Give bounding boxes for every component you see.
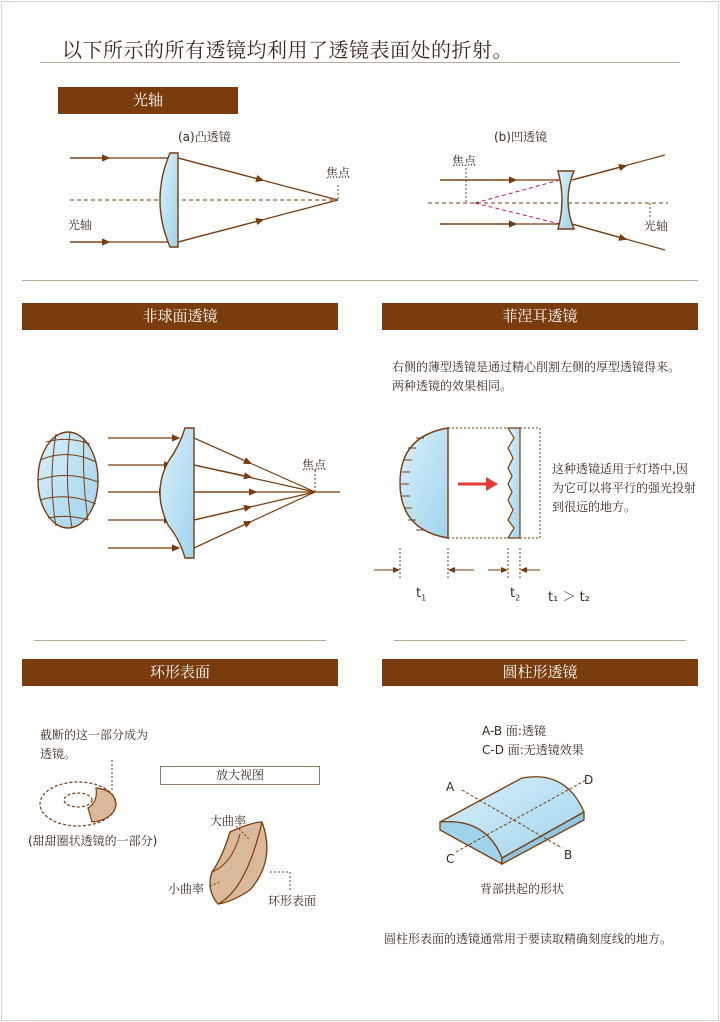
cylindrical-footer: 圆柱形表面的透镜通常用于要读取精确刻度线的地方。 <box>384 932 673 946</box>
page-title: 以下所示的所有透镜均利用了透镜表面处的折射。 <box>62 38 513 62</box>
concave-caption: (b)凹透镜 <box>494 130 547 144</box>
fresnel-side-line2: 为它可以将平行的强光投射 <box>552 481 697 495</box>
fresnel-side-line3: 到很远的地方。 <box>552 500 637 514</box>
small-curvature-label: 小曲率 <box>168 882 205 896</box>
cylindrical-lens-top <box>440 777 584 858</box>
fresnel-side-line1: 这种透镜适用于灯塔中,因 <box>552 462 688 476</box>
header-aspheric: 非球面透镜 <box>22 303 338 330</box>
cyl-label-d: D <box>584 773 594 787</box>
zoom-view-label: 放大视图 <box>160 766 320 785</box>
toroidal-surface-label: 环形表面 <box>268 894 317 908</box>
fresnel-desc-line1: 右侧的薄型透镜是通过精心削割左侧的厚型透镜得来。 <box>392 360 681 374</box>
concave-focus-label: 焦点 <box>452 154 477 168</box>
t1-sub: 1 <box>421 593 427 603</box>
cylindrical-caption: 背部拱起的形状 <box>480 882 565 896</box>
cyl-label-c: C <box>446 852 455 866</box>
t1-letter: t <box>416 586 422 601</box>
header-cylindrical: 圆柱形透镜 <box>382 659 698 686</box>
convex-caption: (a)凸透镜 <box>178 130 231 144</box>
large-curvature-label: 大曲率 <box>210 814 247 828</box>
concave-axis-label: 光轴 <box>644 219 669 233</box>
convex-focus-label: 焦点 <box>326 166 351 180</box>
toroidal-cut-line2: 透镜。 <box>40 747 77 761</box>
t2-sub: 2 <box>515 593 521 603</box>
t2-letter: t <box>510 586 516 601</box>
thickness-compare: t₁ ＞ t₂ <box>548 590 590 605</box>
cyl-label-a: A <box>446 780 455 794</box>
fresnel-desc-line2: 两种透镜的效果相同。 <box>392 379 513 393</box>
aspheric-focus-label: 焦点 <box>302 458 327 472</box>
cylindrical-ab: A-B 面:透镜 <box>482 724 546 738</box>
convex-axis-label: 光轴 <box>68 218 93 232</box>
cyl-label-b: B <box>564 848 573 862</box>
cylindrical-cd: C-D 面:无透镜效果 <box>482 743 584 757</box>
donut-caption: (甜甜圈状透镜的一部分) <box>28 834 158 848</box>
toroidal-cut-line1: 截断的这一部分成为 <box>40 728 149 742</box>
header-optical-axis: 光轴 <box>58 87 238 114</box>
header-toroidal: 环形表面 <box>22 659 338 686</box>
header-fresnel: 菲涅耳透镜 <box>382 303 698 330</box>
